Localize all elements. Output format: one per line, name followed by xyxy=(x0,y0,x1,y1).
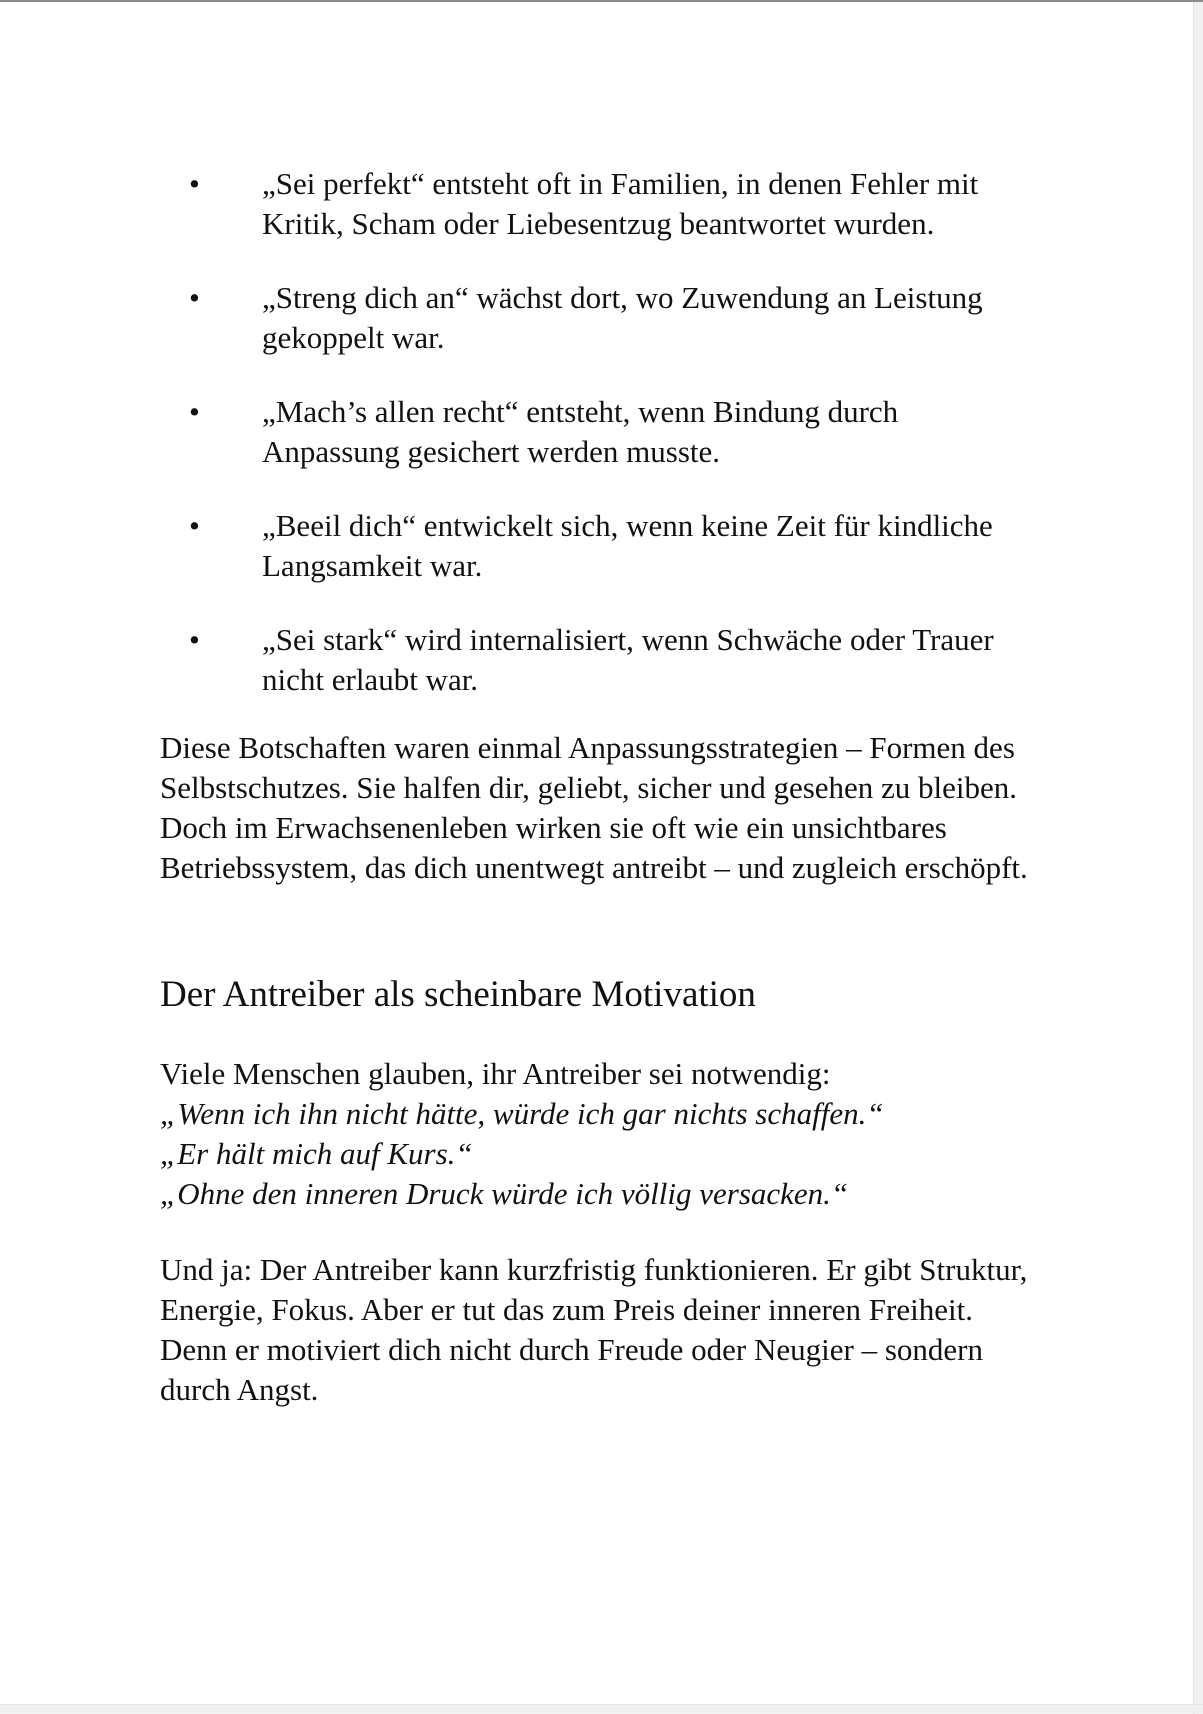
quote-block xyxy=(160,1054,1040,1214)
list-item-text: „Streng dich an“ wächst dort, wo Zuwendung an Leistung gekoppelt war. xyxy=(262,280,983,355)
quote-line: „Ohne den inneren Druck würde ich völlig versacken.“ xyxy=(160,1176,849,1211)
body-paragraph: Und ja: Der Antreiber kann kurzfristig funktionieren. Er gibt Struktur, Energie, Fokus. Aber er tut das zum Preis deiner inneren Freiheit. Denn er motiviert dich nicht durch Freude oder Neugier – sondern durch Angst. xyxy=(160,1252,1028,1407)
list-item xyxy=(160,620,1040,700)
list-item xyxy=(160,164,1040,244)
list-item xyxy=(160,278,1040,358)
bullet-icon: • xyxy=(189,280,200,315)
page-edge-right xyxy=(1193,2,1203,1714)
bullet-icon: • xyxy=(189,394,200,429)
page-content xyxy=(160,164,1040,1410)
list-item-text: „Mach’s allen recht“ entsteht, wenn Bindung durch Anpassung gesichert werden musste. xyxy=(262,394,899,469)
list-item-text: „Sei perfekt“ entsteht oft in Familien, in denen Fehler mit Kritik, Scham oder Liebesentzug beantwortet wurden. xyxy=(262,166,979,241)
list-item xyxy=(160,506,1040,586)
bullet-icon: • xyxy=(189,166,200,201)
body-paragraph: Diese Botschaften waren einmal Anpassungsstrategien – Formen des Selbstschutzes. Sie halfen dir, geliebt, sicher und gesehen zu bleiben. Doch im Erwachsenenleben wirken sie oft wie ein unsichtbares Betriebssystem, das dich unentwegt antreibt – und zugleich erschöpft. xyxy=(160,730,1028,885)
list-item-text: „Sei stark“ wird internalisiert, wenn Schwäche oder Trauer nicht erlaubt war. xyxy=(262,622,994,697)
bullet-icon: • xyxy=(189,508,200,543)
bullet-list xyxy=(160,164,1040,700)
page-edge-bottom xyxy=(0,1704,1203,1712)
intro-line: Viele Menschen glauben, ihr Antreiber sei notwendig: xyxy=(160,1056,831,1091)
quote-line: „Wenn ich ihn nicht hätte, würde ich gar nichts schaffen.“ xyxy=(160,1096,884,1131)
list-item-text: „Beeil dich“ entwickelt sich, wenn keine Zeit für kindliche Langsamkeit war. xyxy=(262,508,993,583)
section-heading: Der Antreiber als scheinbare Motivation xyxy=(160,974,756,1015)
quote-line: „Er hält mich auf Kurs.“ xyxy=(160,1136,473,1171)
list-item xyxy=(160,392,1040,472)
bullet-icon: • xyxy=(189,622,200,657)
